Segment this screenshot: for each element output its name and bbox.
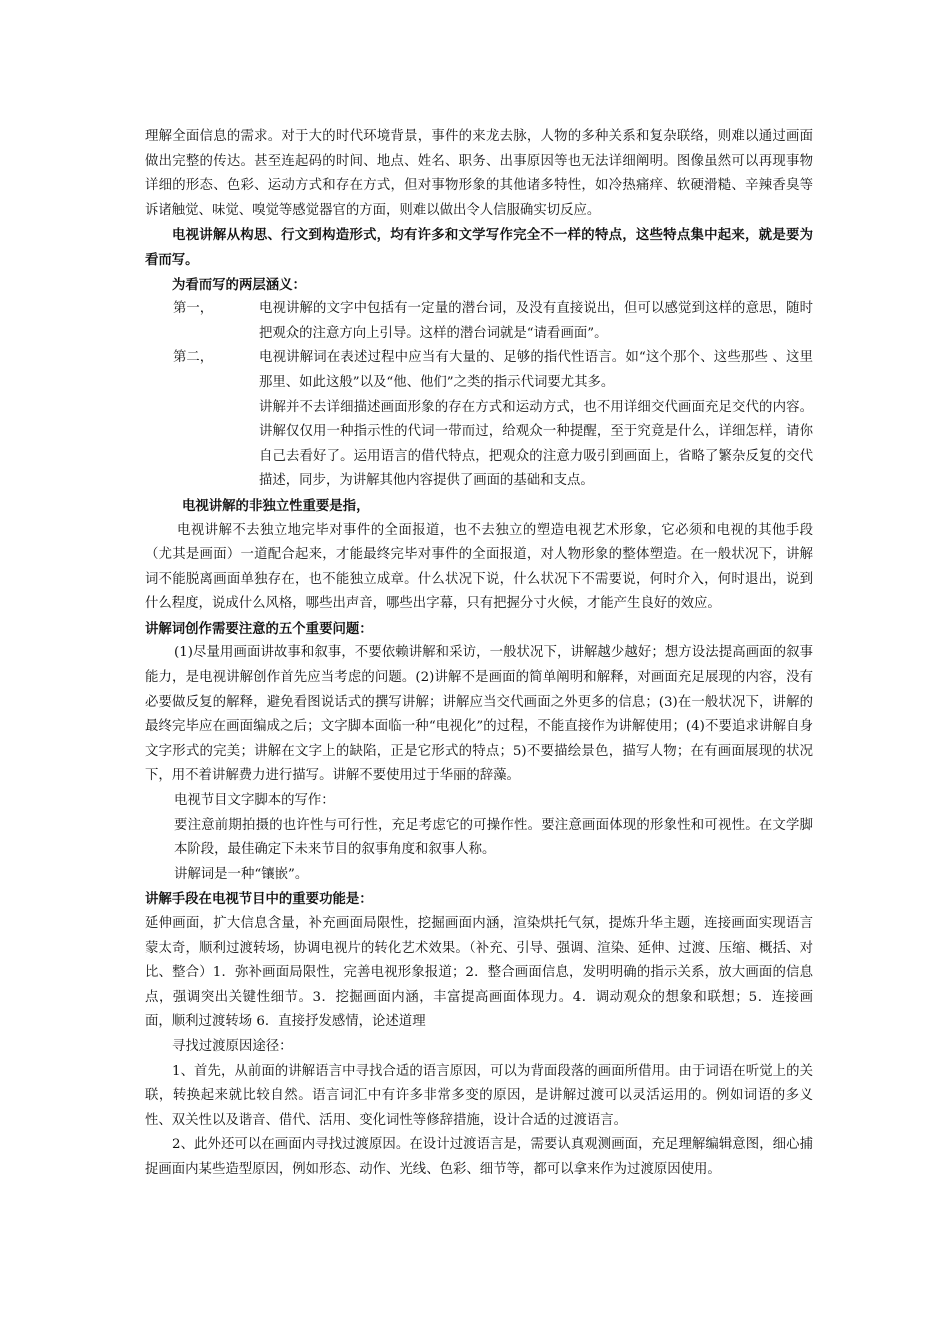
list-item-text: 电视讲解的文字中包括有一定量的潜台词，及没有直接说出，但可以感觉到这样的意思，随时把观众的注意方向上引导。这样的潜台词就是“请看画面”。 <box>259 301 813 341</box>
heading-functions: 讲解手段在电视节目中的重要功能是： <box>145 891 373 908</box>
paragraph-transition-1: 1、首先，从前面的讲解语言中寻找合适的语言原因，可以为背面段落的画面所借用。由于词语在听觉上的关联，转换起来就比较自然。语言词汇中有许多非常多变的原因，是讲解过渡可以灵活运用的。例如词语的多义性、双关性以及谐音、借代、活用、变化词性等修辞措施，设计合适的过渡语言。 <box>145 1063 813 1128</box>
paragraph-script-writing: 要注意前期拍摄的也许性与可行性，充足考虑它的可操作性。要注意画面体现的形象性和可视性。在文学脚本阶段，最佳确定下未来节目的叙事角度和叙事人称。 <box>174 817 813 858</box>
list-item-first <box>145 297 813 346</box>
heading-non-independence: 电视讲解的非独立性重要是指， <box>182 497 370 514</box>
list-item-text: 电视讲解词在表述过程中应当有大量的、足够的指代性语言。如“这个那个、这些那些 、这里那里、如此这般”以及“他、他们”之类的指示代词要尤其多。 <box>259 350 813 390</box>
text-section-1 <box>145 125 813 1183</box>
paragraph-transition-2: 2、此外还可以在画面内寻找过渡原因。在设计过渡语言是，需要认真观测画面，充足理解编辑意图，细心捕捉画面内某些造型原因，例如形态、动作、光线、色彩、细节等，都可以拿来作为过渡原因使用。 <box>145 1137 813 1177</box>
heading-script-writing: 电视节目文字脚本的写作： <box>174 793 335 809</box>
heading-five-issues: 讲解词创作需要注意的五个重要问题： <box>145 620 373 637</box>
list-item-continuation: 讲解并不去详细描述画面形象的存在方式和运动方式，也不用详细交代画面充足交代的内容。讲解仅仅用一种指示性的代词一带而过，给观众一种提醒，至于究竟是什么，详细怎样，请你自己去看好了。运用语言的借代特点，把观众的注意力吸引到画面上，省略了繁杂反复的交代描述，同步，为讲解其他内容提供了画面的基础和支点。 <box>259 399 813 489</box>
list-item-label: 第一， <box>173 301 214 317</box>
paragraph-five-issues: (1)尽量用画面讲故事和叙事，不要依赖讲解和采访，一般状况下，讲解越少越好；想方设法提高画面的叙事能力，是电视讲解创作首先应当考虑的问题。(2)讲解不是画面的简单阐明和解释，对画面充足展现的内容，没有必要做反复的解释，避免看图说话式的撰写讲解；讲解应当交代画面之外更多的信息；(3)在一般状况下，讲解的最终完毕应在画面编成之后；文字脚本面临一种“电视化”的过程，不能直接作为讲解使用；(4)不要追求讲解自身文字形式的完美；讲解在文字上的缺陷，正是它形式的特点；5)不要描绘景色，描写人物；在有画面展现的状况下，用不着讲解费力进行描写。讲解不要使用过于华丽的辞藻。 <box>145 645 813 784</box>
paragraph-intro: 理解全面信息的需求。对于大的时代环境背景，事件的来龙去脉，人物的多种关系和复杂联络，则难以通过画面做出完整的传达。甚至连起码的时间、地点、姓名、职务、出事原因等也无法详细阐明。图像虽然可以再现事物详细的形态、色彩、运动方式和存在方式，但对事物形象的其他诸多特性，如冷热痛痒、软硬滑糙、辛辣香臭等诉诸触觉、味觉、嗅觉等感觉器官的方面，则难以做出令人信服确实切反应。 <box>145 129 813 218</box>
paragraph-functions: 延伸画面，扩大信息含量，补充画面局限性，挖掘画面内涵，渲染烘托气氛，提炼升华主题，连接画面实现语言蒙太奇，顺利过渡转场，协调电视片的转化艺术效果。（补充、引导、强调、渲染、延伸、过渡、压缩、概括、对比、整合）1．弥补画面局限性，完善电视形象报道；2．整合画面信息，发明明确的指示关系，放大画面的信息点，强调突出关键性细节。3．挖掘画面内涵，丰富提高画面体现力。4．调动观众的想象和联想；5．连接画面，顺利过渡转场 6．直接抒发感情，论述道理 <box>145 916 813 1030</box>
paragraph-non-independence: 电视讲解不去独立地完毕对事件的全面报道，也不去独立的塑造电视艺术形象，它必须和电视的其他手段（尤其是画面）一道配合起来，才能最终完毕对事件的全面报道，对人物形象的整体塑造。在一般状况下，讲解词不能脱离画面单独存在，也不能独立成章。什么状况下说，什么状况下不需要说，何时介入，何时退出，说到什么程度，说成什么风格，哪些出声音，哪些出字幕，只有把握分寸火候，才能产生良好的效应。 <box>145 522 813 612</box>
heading-two-meanings: 为看而写的两层涵义： <box>172 276 306 293</box>
paragraph-bold-statement: 电视讲解从构思、行文到构造形式，均有许多和文学写作完全不一样的特点，这些特点集中起来，就是要为看而写。 <box>145 227 813 268</box>
list-item-label: 第二， <box>173 350 214 366</box>
paragraph-inlay: 讲解词是一种“镶嵌”。 <box>174 866 309 882</box>
heading-transition: 寻找过渡原因途径： <box>172 1038 293 1054</box>
list-item-second <box>145 346 813 395</box>
